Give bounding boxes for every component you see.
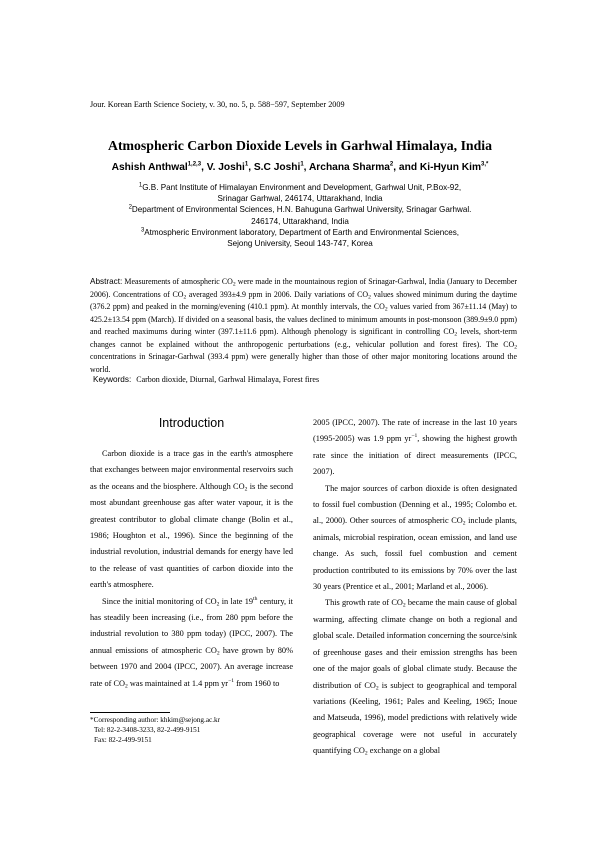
author-affiliation-mark: 3,* [481,161,489,168]
subscript: 2 [183,294,187,300]
right-column [313,415,517,760]
keywords-text: Carbon dioxide, Diurnal, Garhwal Himalaya, Forest fires [136,375,320,384]
author-list [0,162,600,173]
paragraph-text: is the second most abundant greenhouse gas after water vapour, it is the greatest contributor to global climate change (Bolin et al., 1986; Houghton et al., 1996). Since the beginning of the industrial revolution, industrial demands for energy have led to the release of vast quantities of carbon dioxide into the earth's atmosphere. [90,481,294,590]
affiliation-line: Sejong University, Seoul 143-747, Korea [227,239,373,249]
footnote [90,715,220,746]
subscript: 2 [384,306,388,313]
affiliation-mark: 2 [128,204,132,211]
subscript: 2 [514,344,517,350]
abstract-text: were made in the mountainous region of Srinagar-Garhwal, India (January to December 2006). Concentrations of CO [90,277,517,299]
affiliation [80,182,520,204]
paragraph-text: Carbon dioxide is a trace gas in the earth's atmosphere that exchanges between major environmental reservoirs such as the oceans and the biosphere. Although CO [90,449,293,491]
paragraph-text: Since the initial monitoring of CO [102,596,217,606]
affiliation [80,204,520,226]
paragraph-text: have grown by 80% between 1970 and 2004 (IPCC, 2007). An average increase rate of CO [90,645,293,688]
author-name: S.C Joshi [253,162,301,173]
paragraph [313,595,517,759]
author-separator: , and [393,162,420,173]
subscript: 2 [216,601,220,608]
section-heading-introduction: Introduction [158,416,225,430]
keywords [93,375,319,384]
paragraph [313,415,517,481]
abstract-label: Abstract: [90,277,123,286]
paragraph [90,594,293,692]
author-separator: , [303,162,309,173]
paragraph-text: was maintained at 1.4 ppm yr [127,678,229,688]
abstract-text: values showed minimum during the daytime (376.2 ppm) and peaked in the morning/evening (410.1 ppm). At monthly intervals, the CO [90,289,517,311]
telephone: Tel: 82-2-3408-3233, 82-2-499-9151 [94,726,201,735]
affiliation-line: 246174, Uttarakhand, India [251,216,349,226]
author-affiliation-mark: 1,2,3 [187,161,202,168]
paragraph-text: exchange on a global [367,746,440,756]
footnote-rule [90,712,170,713]
superscript: −1 [411,433,418,440]
superscript: −1 [228,677,235,684]
paragraph-text: century, it has steadily been increasing (i.e., from 280 ppm before the industrial revolution to 380 ppm today) (IPCC, 2007). The annual emissions of atmospheric CO [90,596,293,655]
subscript: 2 [125,683,128,690]
affiliation-line: Department of Environmental Sciences, H.N. Bahuguna Garhwal University, Srinagar Garhwal. [131,205,472,215]
affiliation-line: Atmospheric Environment laboratory, Department of Earth and Environmental Sciences, [144,227,460,237]
affiliation [80,227,520,249]
fax: Fax: 82-2-499-9151 [94,736,152,745]
author-name: Ashish Anthwal [111,162,188,173]
left-column [90,446,293,692]
paragraph-text: is subject to geographical and temporal variations (Keeling, 1961; Pales and Keeling, 1965; Inoue and Matseuda, 1996), model predictions with relatively wide geographical coverage were not useful in accurately quantifying CO [313,680,517,756]
paragraph-text: The major sources of carbon dioxide is often designated to fossil fuel combustion (Denning et al., 1995; Colombo et. al., 2000). Other sources of atmospheric CO [313,483,517,526]
subscript: 2 [368,294,371,300]
affiliation-mark: 3 [140,227,145,234]
author-name: V. Joshi [206,162,245,173]
paragraph [313,481,517,596]
abstract-text: levels, short-term changes cannot be explained without the anthropogenic perturbations (e.g., vehicular pollution and forest fires). The CO [90,327,517,349]
subscript: 2 [232,281,236,288]
author-separator: , [201,162,207,173]
subscript: 2 [364,750,368,757]
author-separator: , [248,162,254,173]
superscript: th [253,595,258,602]
journal-citation: Jour. Korean Earth Science Society, v. 30, no. 5, p. 588−597, September 2009 [90,100,345,109]
affiliation-mark: 1 [138,182,143,189]
subscript: 2 [216,650,220,657]
paragraph-text: 2005 (IPCC, 2007). The rate of increase in the last 10 years (1995-2005) was 1.9 ppm yr [313,418,517,444]
paragraph-text: became the main cause of global warming, affecting climate change on both a regional and global scale. Detailed information concerning the source/sink of greenhouse gases and their emission strengths has been one of the major goals of global climate study. Because the distribution of CO [313,598,517,690]
affiliation-line: G.B. Pant Institute of Himalayan Environment and Development, Garhwal Unit, P.Box-92, [142,183,462,192]
paragraph-text: , showing the highest growth rate since the initiation of direct measurements (IPCC, 2007). [313,434,517,477]
abstract-text: averaged 393±4.9 ppm in 2006. Daily variations of CO [186,289,369,299]
paragraph-text: in late 19 [219,596,254,606]
affiliation-line: Srinagar Garhwal, 246174, Uttarakhand, India [217,194,383,204]
author-affiliation-mark: 1 [300,161,304,168]
keywords-label: Keywords: [93,375,132,384]
author-name: Archana Sharma [308,162,390,173]
paragraph-text: from 1960 to [234,678,280,688]
author-affiliation-mark: 2 [389,161,394,168]
author-affiliation-mark: 1 [244,161,249,168]
abstract [90,276,517,376]
subscript: 2 [375,685,379,691]
author-name: Ki-Hyun Kim [419,162,481,173]
paragraph [90,446,293,594]
abstract-text: Measurements of atmospheric CO [122,277,233,286]
corresponding-author: *Corresponding author: khkim@sejong.ac.kr [90,716,220,724]
subscript: 2 [244,486,248,493]
affiliations [80,182,520,249]
abstract-text: values varied from 367±11.14 (May) to 425.2±13.54 ppm (March). If divided on a seasonal basis, the values declined to minimum amounts in post-monsoon (389.9±9.0 ppm) and reached maximums during winter (397.1±11.6 ppm). Although phenology is significant in controlling CO [90,302,517,336]
paragraph-text: This growth rate of CO [325,598,403,608]
subscript: 2 [402,602,406,609]
subscript: 2 [462,520,466,527]
paragraph-text: include plants, animals, microbial respiration, ocean emission, and land use change. As such, fossil fuel combustion and cement production contributed to its emissions by 70% over the last 30 years (Prentice et al., 2001; Marland et al., 2006). [313,516,517,592]
paper-title: Atmospheric Carbon Dioxide Levels in Garhwal Himalaya, India [107,138,493,153]
subscript: 2 [454,331,458,338]
abstract-text: concentrations in Srinagar-Garhwal (393.4 ppm) were generally higher than those of other major monitoring locations around the world. [90,352,517,374]
